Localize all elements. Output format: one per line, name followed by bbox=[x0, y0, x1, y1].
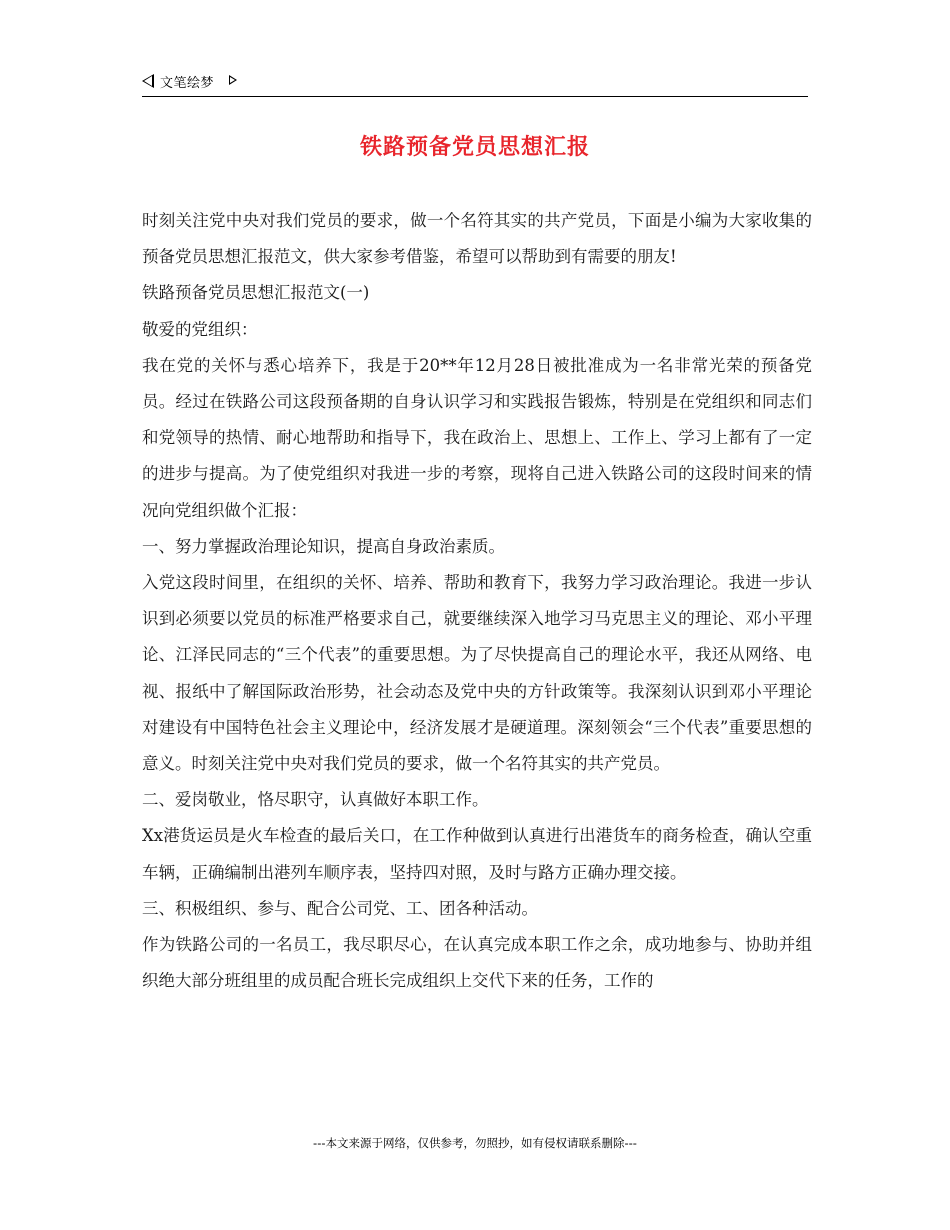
triangle-right-icon bbox=[229, 75, 237, 85]
paragraph: 我在党的关怀与悉心培养下，我是于20**年12月28日被批准成为一名非常光荣的预备党员。经过在铁路公司这段预备期的自身认识学习和实践报告锻炼，特别是在党组织和同志们和党领导的热情、耐心地帮助和指导下，我在政治上、思想上、工作上、学习上都有了一定的进步与提高。为了使党组织对我进一步的考察，现将自己进入铁路公司的这段时间来的情况向党组织做个汇报： bbox=[142, 355, 812, 520]
paragraph-subtitle: 铁路预备党员思想汇报范文(一) bbox=[142, 283, 370, 303]
paragraph-salutation: 敬爱的党组织： bbox=[142, 319, 258, 339]
document-title: 铁路预备党员思想汇报 bbox=[359, 134, 590, 160]
paragraph-intro: 时刻关注党中央对我们党员的要求，做一个名符其实的共产党员，下面是小编为大家收集的预备党员思想汇报范文，供大家参考借鉴，希望可以帮助到有需要的朋友! bbox=[142, 211, 812, 267]
paragraph: Xx港货运员是火车检查的最后关口，在工作种做到认真进行出港货车的商务检查，确认空重车辆，正确编制出港列车顺序表，坚持四对照，及时与路方正确办理交接。 bbox=[142, 826, 812, 882]
page-footer-notice: ---本文来源于网络，仅供参考，勿照抄，如有侵权请联系删除--- bbox=[313, 1136, 637, 1150]
section-heading: 二、爱岗敬业，恪尽职守，认真做好本职工作。 bbox=[142, 790, 489, 810]
header-brand: 文笔绘梦 bbox=[160, 76, 215, 91]
section-heading: 三、积极组织、参与、配合公司党、工、团各种活动。 bbox=[142, 898, 538, 918]
section-heading: 一、努力掌握政治理论知识，提高自身政治素质。 bbox=[142, 536, 505, 556]
triangle-left-icon bbox=[142, 74, 154, 88]
paragraph: 作为铁路公司的一名员工，我尽职尽心，在认真完成本职工作之余，成功地参与、协助并组织绝大部分班组里的成员配合班长完成组织上交代下来的任务，工作的 bbox=[142, 935, 812, 991]
document-body bbox=[142, 203, 812, 999]
paragraph: 入党这段时间里，在组织的关怀、培养、帮助和教育下，我努力学习政治理论。我进一步认识到必须要以党员的标准严格要求自己，就要继续深入地学习马克思主义的理论、邓小平理论、江泽民同志的“三个代表”的重要思想。为了尽快提高自己的理论水平，我还从网络、电视、报纸中了解国际政治形势，社会动态及党中央的方针政策等。我深刻认识到邓小平理论对建设有中国特色社会主义理论中，经济发展才是硬道理。深刻领会“三个代表”重要思想的意义。时刻关注党中央对我们党员的要求，做一个名符其实的共产党员。 bbox=[142, 573, 812, 774]
page-header bbox=[142, 70, 808, 97]
